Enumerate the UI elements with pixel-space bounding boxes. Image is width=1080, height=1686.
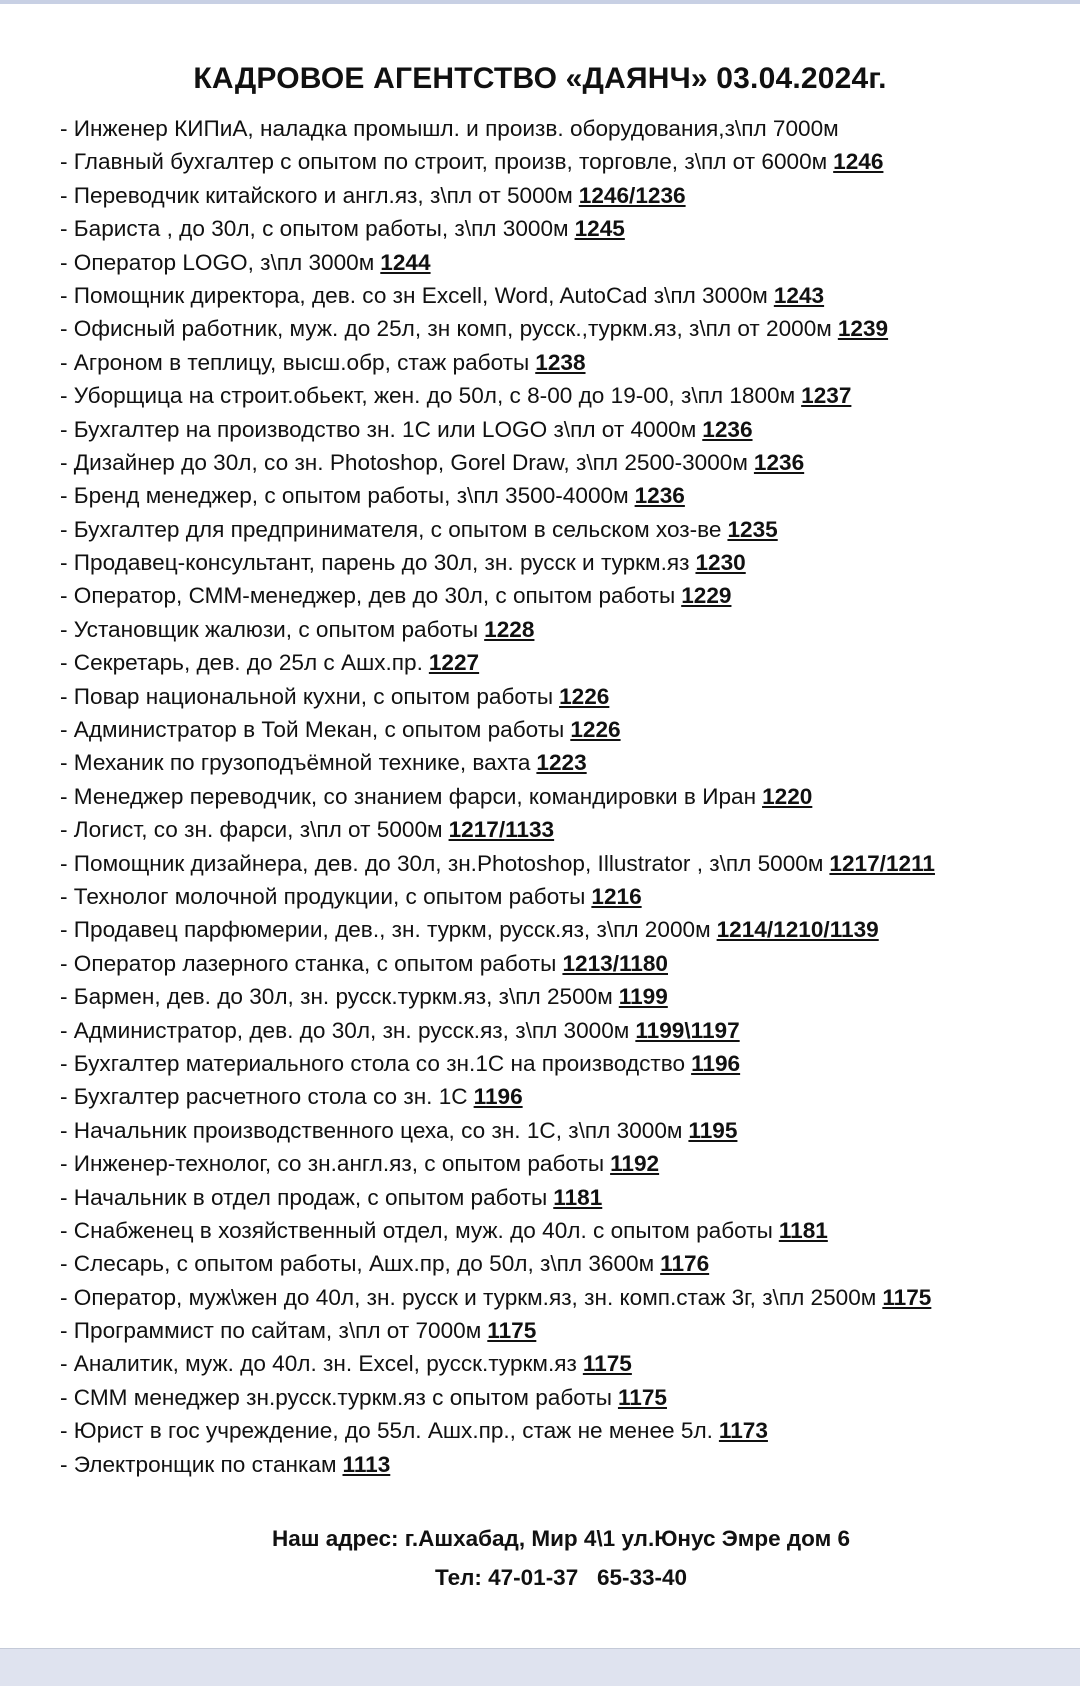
job-code: 1181 (778, 1217, 828, 1243)
job-code: 1217/1211 (829, 850, 935, 876)
job-description: - Помощник директора, дев. со зн Excell, Word, AutoCad з\пл 3000м (60, 282, 768, 308)
job-description: - Логист, со зн. фарси, з\пл от 5000м (60, 817, 443, 843)
job-listing (60, 312, 1075, 345)
job-code: 1217/1133 (448, 817, 555, 843)
job-code: 1246/1236 (578, 182, 686, 208)
job-code: 1216 (591, 883, 642, 909)
job-code: 1223 (536, 750, 587, 776)
job-description: - Оператор, муж\жен до 40л, зн. русск и туркм.яз, зн. комп.стаж 3г, з\пл 2500м (60, 1284, 877, 1310)
job-code: 1245 (574, 216, 625, 242)
job-code: 1226 (570, 717, 621, 743)
job-listing (60, 1247, 1075, 1280)
job-code: 1226 (559, 683, 610, 709)
job-listing (60, 813, 1075, 846)
job-description: - Инженер КИПиА, наладка промышл. и произв. оборудования,з\пл 7000м (60, 116, 839, 141)
job-listing (60, 1281, 1075, 1314)
job-code: 1238 (535, 349, 586, 375)
job-code: 1192 (610, 1151, 660, 1177)
job-description: - Установщик жалюзи, с опытом работы (60, 616, 479, 642)
job-code: 1220 (762, 783, 813, 809)
job-code: 1196 (691, 1050, 741, 1076)
job-description: - Технолог молочной продукции, с опытом работы (60, 883, 586, 909)
job-description: - Программист по сайтам, з\пл от 7000м (60, 1318, 482, 1344)
job-listing (60, 713, 1075, 746)
job-listing (60, 179, 1075, 212)
job-code: 1246 (833, 149, 884, 175)
job-description: - Помощник дизайнера, дев. до 30л, зн.Photoshop, Illustrator , з\пл 5000м (60, 850, 824, 876)
job-listing (60, 479, 1075, 512)
job-code: 1237 (801, 383, 852, 409)
job-listing (60, 613, 1075, 646)
job-listing (60, 1080, 1075, 1113)
job-listing (60, 847, 1075, 880)
job-description: - Бухгалтер для предпринимателя, с опытом в сельском хоз-ве (60, 516, 722, 542)
job-code: 1214/1210/1139 (716, 917, 879, 943)
job-listing (60, 1448, 1075, 1481)
job-code: 1173 (718, 1418, 768, 1444)
job-code: 1176 (660, 1251, 710, 1277)
job-listing (60, 145, 1075, 178)
job-listing (60, 680, 1075, 713)
job-code: 1175 (487, 1318, 537, 1344)
job-description: - Бариста , до 30л, с опытом работы, з\пл 3000м (60, 216, 569, 242)
job-listing (60, 279, 1075, 312)
job-description: - Снабженец в хозяйственный отдел, муж. до 40л. с опытом работы (60, 1217, 773, 1243)
job-description: - Главный бухгалтер с опытом по строит, произв, торговле, з\пл от 6000м (60, 149, 828, 175)
job-description: - Бармен, дев. до 30л, зн. русск.туркм.яз, з\пл 2500м (60, 984, 613, 1010)
job-listing (60, 646, 1075, 679)
job-list (60, 112, 1075, 1481)
job-description: - Менеджер переводчик, со знанием фарси, командировки в Иран (60, 783, 757, 809)
job-code: 1235 (727, 516, 778, 542)
job-code: 1236 (702, 416, 753, 442)
job-description: - Повар национальной кухни, с опытом работы (60, 683, 554, 709)
job-description: - Инженер-технолог, со зн.англ.яз, с опытом работы (60, 1151, 605, 1177)
job-description: - Переводчик китайского и англ.яз, з\пл от 5000м (60, 182, 573, 208)
job-code: 1239 (837, 316, 889, 342)
job-listing (60, 379, 1075, 412)
job-code: 1243 (773, 282, 825, 308)
job-code: 1113 (342, 1451, 391, 1477)
bottom-border (0, 1648, 1080, 1686)
job-listing (60, 880, 1075, 913)
job-listing (60, 1047, 1075, 1080)
job-description: - Продавец-консультант, парень до 30л, зн. русск и туркм.яз (60, 550, 690, 576)
job-description: - Начальник производственного цеха, со зн. 1С, з\пл 3000м (60, 1117, 683, 1143)
job-listing (60, 212, 1075, 245)
job-description: - Оператор, СММ-менеджер, дев до 30л, с опытом работы (60, 583, 676, 609)
job-description: - Аналитик, муж. до 40л. зн. Excel, русск.туркм.яз (60, 1351, 577, 1377)
job-listing (60, 446, 1075, 479)
job-description: - Дизайнер до 30л, со зн. Photoshop, Gorel Draw, з\пл 2500-3000м (60, 449, 748, 475)
job-listing (60, 980, 1075, 1013)
job-description: - Агроном в теплицу, высш.обр, стаж работы (60, 349, 530, 375)
job-description: - Бухгалтер на производство зн. 1С или LOGO з\пл от 4000м (60, 416, 697, 442)
job-listing (60, 913, 1075, 946)
job-listing (60, 1181, 1075, 1214)
job-code: 1236 (634, 483, 685, 509)
job-code: 1236 (753, 449, 805, 475)
job-code: 1199 (618, 984, 668, 1010)
job-listing (60, 780, 1075, 813)
job-listing (60, 1347, 1075, 1380)
job-listing (60, 579, 1075, 612)
job-code: 1196 (473, 1084, 523, 1110)
job-description: - Электронщик по станкам (60, 1451, 337, 1477)
job-listing (60, 546, 1075, 579)
job-listing (60, 1381, 1075, 1414)
job-code: 1213/1180 (562, 950, 668, 976)
job-description: - Юрист в гос учреждение, до 55л. Ашх.пр., стаж не менее 5л. (60, 1418, 713, 1444)
job-listing (60, 413, 1075, 446)
job-code: 1228 (484, 616, 535, 642)
job-code: 1244 (380, 249, 431, 275)
job-description: - Оператор лазерного станка, с опытом работы (60, 950, 557, 976)
job-listing (60, 1114, 1075, 1147)
job-code: 1175 (882, 1284, 932, 1310)
job-code: 1229 (681, 583, 732, 609)
job-description: - Продавец парфюмерии, дев., зн. туркм, русск.яз, з\пл 2000м (60, 917, 711, 943)
job-description: - Бренд менеджер, с опытом работы, з\пл 3500-4000м (60, 483, 629, 509)
job-listing (60, 746, 1075, 779)
job-description: - Начальник в отдел продаж, с опытом работы (60, 1184, 548, 1210)
job-code: 1199\1197 (635, 1017, 740, 1043)
job-description: - Уборщица на строит.обьект, жен. до 50л, с 8-00 до 19-00, з\пл 1800м (60, 383, 796, 409)
job-listing (60, 1214, 1075, 1247)
job-listing (60, 513, 1075, 546)
job-listing (60, 947, 1075, 980)
job-code: 1175 (617, 1384, 667, 1410)
job-listing (60, 112, 1075, 145)
job-description: - Секретарь, дев. до 25л с Ашх.пр. (60, 650, 423, 676)
job-listing (60, 1314, 1075, 1347)
job-description: - СММ менеджер зн.русск.туркм.яз с опытом работы (60, 1384, 612, 1410)
job-code: 1175 (582, 1351, 632, 1377)
job-code: 1230 (695, 550, 746, 576)
job-description: - Администратор, дев. до 30л, зн. русск.яз, з\пл 3000м (60, 1017, 630, 1043)
agency-phone: Тел: 47-01-37 65-33-40 (434, 1565, 688, 1590)
job-code: 1181 (553, 1184, 603, 1210)
job-listing (60, 1147, 1075, 1180)
document-title: КАДРОВОЕ АГЕНТСТВО «ДАЯНЧ» 03.04.2024г. (193, 62, 887, 95)
job-listing (60, 246, 1075, 279)
agency-address: Наш адрес: г.Ашхабад, Мир 4\1 ул.Юнус Эмре дом 6 (271, 1526, 851, 1551)
job-description: - Слесарь, с опытом работы, Ашх.пр, до 50л, з\пл 3600м (60, 1251, 655, 1277)
job-description: - Бухгалтер расчетного стола со зн. 1С (60, 1084, 468, 1110)
job-description: - Офисный работник, муж. до 25л, зн комп, русск.,туркм.яз, з\пл от 2000м (60, 316, 832, 342)
job-listing (60, 346, 1075, 379)
job-listing (60, 1414, 1075, 1447)
job-description: - Бухгалтер материального стола со зн.1С на производство (60, 1050, 686, 1076)
job-code: 1195 (688, 1117, 738, 1143)
job-description: - Механик по грузоподъёмной технике, вахта (60, 750, 531, 776)
job-description: - Оператор LOGO, з\пл 3000м (60, 249, 375, 275)
job-description: - Администратор в Той Мекан, с опытом работы (60, 717, 565, 743)
job-code: 1227 (428, 650, 480, 676)
job-listing (60, 1014, 1075, 1047)
